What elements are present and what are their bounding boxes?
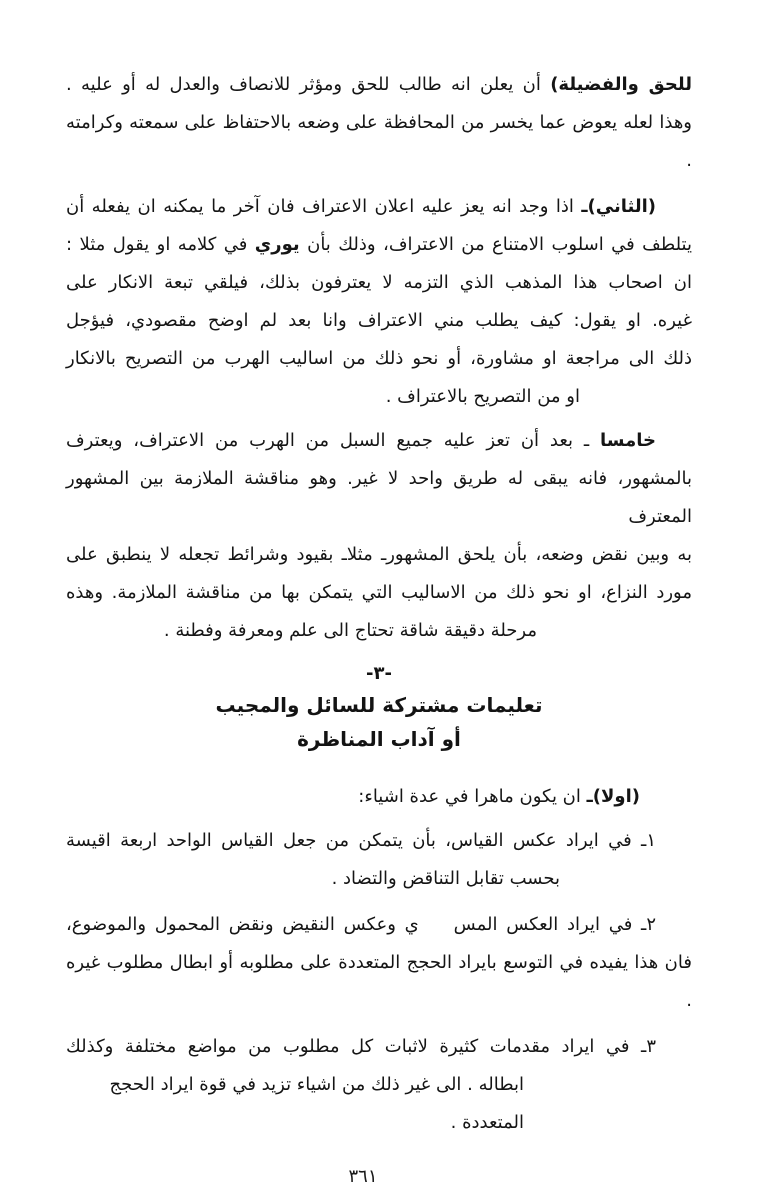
line-text: فان هذا يفيده في التوسع بايراد الحجج المتعددة على مطلوبه أو ابطال مطلوب غيره .	[66, 952, 692, 1011]
line-text: به وبين نقض وضعه، بأن يلحق المشهورـ مثلاـ بقيود وشرائط تجعله لا ينطبق على	[66, 544, 692, 565]
line-text: وهذا لعله يعوض عما يخسر من المحافظة على وضعه بالاحتفاظ على سمعته وكرامته .	[66, 112, 692, 171]
text-line	[66, 1066, 692, 1142]
line-text: ان اصحاب هذا المذهب الذي التزمه لا يعترفون بذلك، فيلقي تبعة الانكار على	[66, 272, 692, 293]
bold-lead: (الثاني)ـ	[581, 196, 656, 217]
line-text: ان يكون ماهرا في عدة اشياء:	[358, 786, 587, 807]
bold-word: يوري	[254, 234, 300, 255]
line-text: ٢ـ في ايراد العكس المس ي وعكس النقيض ونقض المحمول والموضوع،	[66, 914, 656, 935]
line-text: يتلطف في اسلوب الامتناع من الاعتراف، وذلك بأن	[299, 234, 692, 255]
line-text: مورد النزاع، او نحو ذلك من الاساليب التي يتمكن بها من مناقشة الملازمة. وهذه	[66, 582, 692, 603]
text-line	[66, 302, 692, 340]
text-line	[66, 66, 692, 104]
line-text: ابطاله . الى غير ذلك من اشياء تزيد في قوة ايراد الحجج المتعددة .	[109, 1074, 524, 1133]
line-text: بالمشهور، فانه يبقى له طريق واحد لا غير. وهو مناقشة الملازمة بين المشهور المعترف	[66, 468, 692, 527]
text-line	[66, 906, 692, 944]
section-subtitle: أو آداب المناظرة	[297, 727, 461, 751]
text-line	[66, 104, 692, 180]
text-line	[66, 422, 692, 460]
bold-lead: خامسا	[600, 430, 656, 451]
text-line	[66, 188, 692, 226]
text-line	[66, 460, 692, 536]
line-text: في كلامه او يقول مثلا :	[66, 234, 255, 255]
text-line	[66, 822, 692, 860]
line-text: ـ بعد أن تعز عليه جميع السبل من الهرب من الاعتراف، ويعترف	[66, 430, 601, 451]
line-text: غيره. او يقول: كيف يطلب مني الاعتراف وانا بعد لم اوضح مقصودي، فيؤجل	[66, 310, 692, 331]
text-line	[66, 778, 692, 816]
line-text: ١ـ في ايراد عكس القياس، بأن يتمكن من جعل القياس الواحد اربعة اقيسة	[66, 830, 656, 851]
text-line	[66, 944, 692, 1020]
line-text: اذا وجد انه يعز عليه اعلان الاعتراف فان آخر ما يمكنه ان يفعله أن	[66, 196, 582, 217]
bold-lead: (اولا)ـ	[586, 786, 640, 807]
line-text: ذلك الى مراجعة او مشاورة، أو نحو ذلك من اساليب الهرب من التصريح بالانكار	[66, 348, 692, 369]
text-line	[66, 612, 692, 650]
line-text: بحسب تقابل التناقض والتضاد .	[331, 868, 560, 889]
text-line	[66, 378, 692, 416]
text-line	[66, 264, 692, 302]
text-line	[66, 1028, 692, 1066]
line-text: او من التصريح بالاعتراف .	[385, 386, 580, 407]
page-number: ٣٦١	[348, 1166, 378, 1187]
bold-lead: للحق والفضيلة)	[550, 74, 692, 95]
line-text: أن يعلن انه طالب للحق ومؤثر للانصاف والعدل له أو عليه .	[66, 74, 551, 95]
text-line	[66, 860, 692, 898]
text-line	[66, 340, 692, 378]
line-text: ٣ـ في ايراد مقدمات كثيرة لاثبات كل مطلوب من مواضع مختلفة وكذلك	[66, 1036, 656, 1057]
text-line	[66, 536, 692, 574]
section-title: تعليمات مشتركة للسائل والمجيب	[215, 693, 543, 717]
text-line	[66, 574, 692, 612]
text-line	[66, 226, 692, 264]
line-text: مرحلة دقيقة شاقة تحتاج الى علم ومعرفة وفطنة .	[163, 620, 537, 641]
section-number: -٣-	[366, 663, 392, 684]
